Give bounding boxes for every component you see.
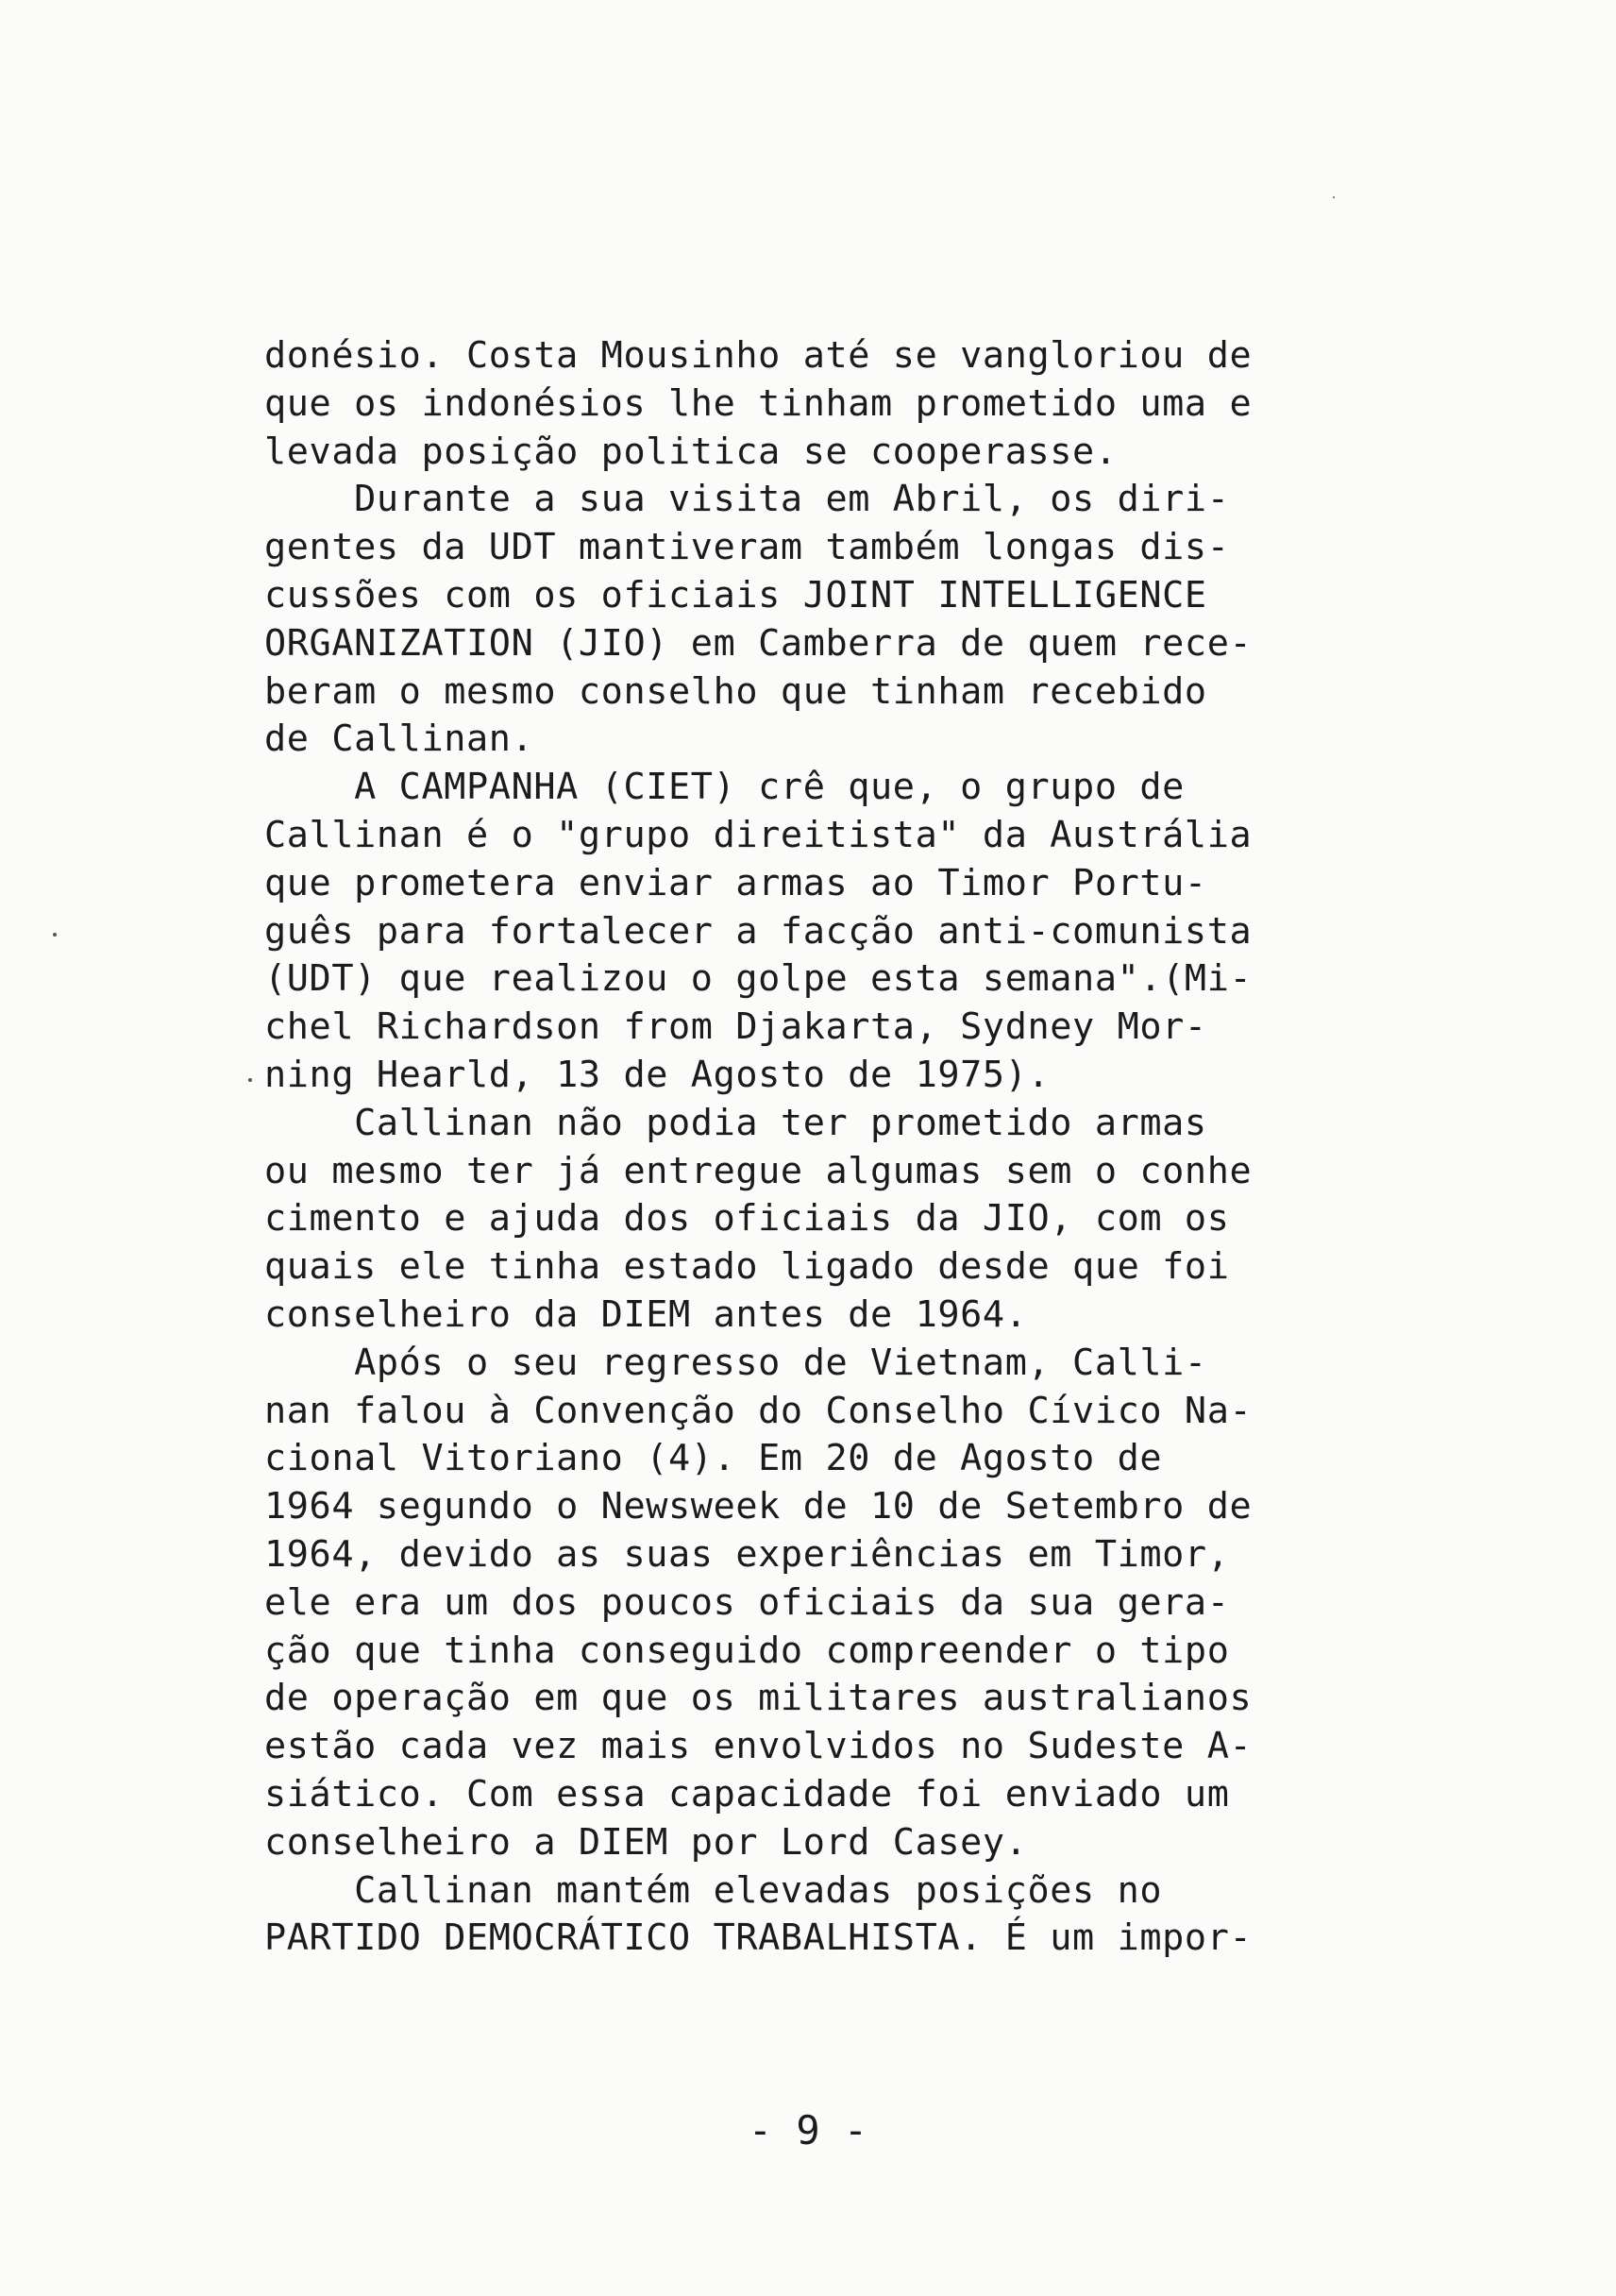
text-line: ning Hearld, 13 de Agosto de 1975). <box>264 1053 1051 1096</box>
text-line: de Callinan. <box>264 718 534 761</box>
text-line: ção que tinha conseguido compreender o tipo <box>264 1629 1230 1672</box>
text-line: siático. Com essa capacidade foi enviado um <box>264 1772 1230 1815</box>
text-line: nan falou à Convenção do Conselho Cívico Na- <box>264 1389 1253 1432</box>
text-line: gentes da UDT mantiveram também longas dis- <box>264 526 1230 569</box>
text-line: donésio. Costa Mousinho até se vangloriou de <box>264 334 1253 377</box>
text-line: quais ele tinha estado ligado desde que foi <box>264 1245 1230 1289</box>
text-line: ORGANIZATION (JIO) em Camberra de quem rece- <box>264 621 1253 665</box>
text-line: 1964 segundo o Newsweek de 10 de Setembro de <box>264 1485 1253 1528</box>
text-line: levada posição politica se cooperasse. <box>264 430 1118 473</box>
page-number: - 9 - <box>748 2107 868 2153</box>
scan-speck <box>53 933 57 937</box>
text-line: que prometera enviar armas ao Timor Portu- <box>264 861 1207 904</box>
text-line: cional Vitoriano (4). Em 20 de Agosto de <box>264 1437 1163 1480</box>
text-line: Callinan é o "grupo direitista" da Austrália <box>264 813 1253 856</box>
text-line: Durante a sua visita em Abril, os diri- <box>264 478 1230 521</box>
text-line: conselheiro a DIEM por Lord Casey. <box>264 1820 1028 1864</box>
scan-speck <box>248 1078 252 1082</box>
text-line: cimento e ajuda dos oficiais da JIO, com os <box>264 1197 1230 1241</box>
text-line: ou mesmo ter já entregue algumas sem o conhe <box>264 1149 1253 1192</box>
text-line: 1964, devido as suas experiências em Timor, <box>264 1532 1230 1576</box>
body-text <box>264 332 1397 1963</box>
text-line: Após o seu regresso de Vietnam, Calli- <box>264 1341 1207 1384</box>
text-line: Callinan mantém elevadas posições no <box>264 1868 1163 1912</box>
text-line: guês para fortalecer a facção anti-comunista <box>264 909 1253 953</box>
text-line: beram o mesmo conselho que tinham recebido <box>264 669 1207 713</box>
text-line: (UDT) que realizou o golpe esta semana".(Mi- <box>264 957 1253 1001</box>
text-line: estão cada vez mais envolvidos no Sudeste A- <box>264 1725 1253 1768</box>
text-line: de operação em que os militares australianos <box>264 1677 1253 1720</box>
text-line: cussões com os oficiais JOINT INTELLIGENCE <box>264 573 1207 616</box>
text-line: chel Richardson from Djakarta, Sydney Mor- <box>264 1005 1207 1049</box>
scan-speck <box>1333 196 1335 198</box>
text-line: conselheiro da DIEM antes de 1964. <box>264 1292 1028 1336</box>
text-line: que os indonésios lhe tinham prometido uma e <box>264 381 1253 425</box>
text-line: ele era um dos poucos oficiais da sua gera- <box>264 1580 1230 1624</box>
text-line: A CAMPANHA (CIET) crê que, o grupo de <box>264 766 1185 809</box>
text-line: Callinan não podia ter prometido armas <box>264 1101 1207 1144</box>
text-line: PARTIDO DEMOCRÁTICO TRABALHISTA. É um impor- <box>264 1916 1253 1960</box>
